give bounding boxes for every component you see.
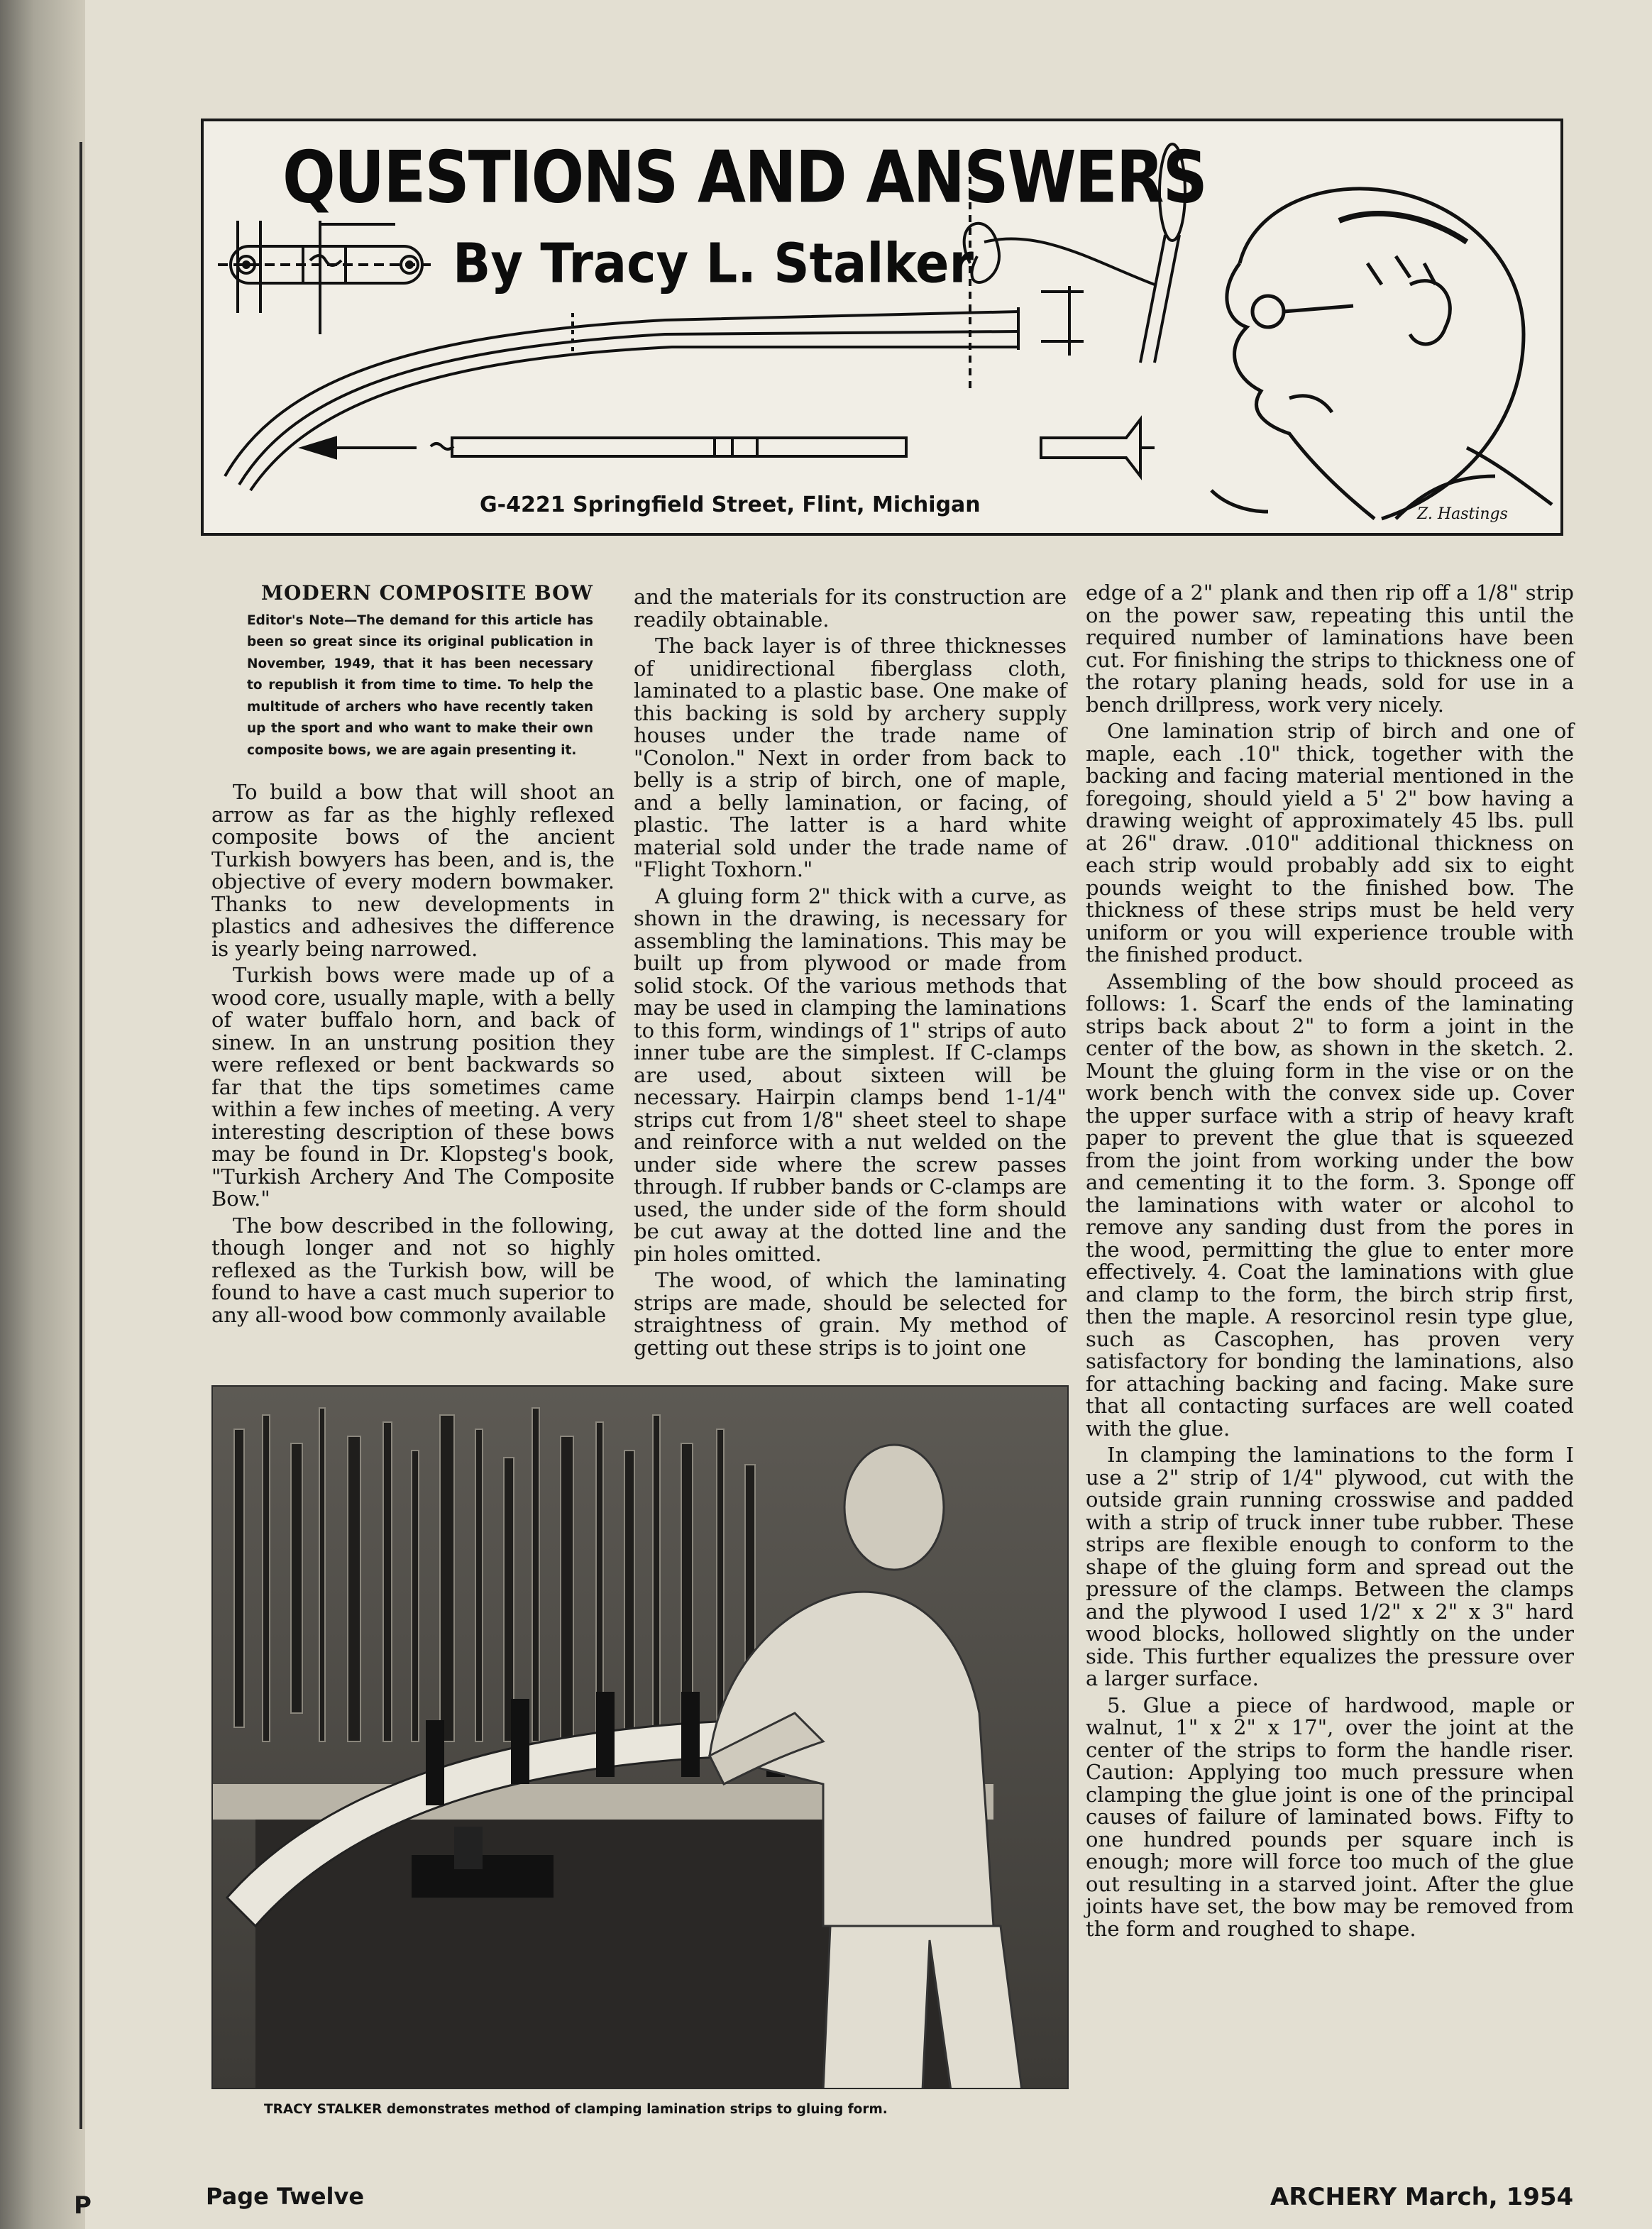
paragraph: The bow described in the following, though longer and not so highly reflexed as the Turkish bow, will be found to have a cast much superior to any all-wood bow commonly available <box>211 1213 615 1327</box>
author-caricature-icon <box>1211 189 1552 519</box>
column-2 <box>634 586 1067 1363</box>
paragraph: One lamination strip of birch and one of maple, each .10" thick, together with the backing and facing material mentioned in the foregoing, should yield a 5' 2" bow having a drawing weight of approximately 45 lbs. pull at 26" draw. .010" additional thickness on each strip would probably add six to eight pounds weight to the finished bow. The thickness of these strips must be held very uniform or you will experience trouble with the finished product. <box>1086 719 1574 967</box>
prior-page-letter: P <box>74 2191 92 2220</box>
photo-illustration <box>213 1387 1069 2089</box>
paragraph: Turkish bows were made up of a wood core, usually maple, with a belly of water buffalo horn, and back of sinew. In an unstrung position they were reflexed or bent backwards so far that the tips sometimes came within a few inches of meeting. A very interesting description of these bows may be found in Dr. Klopsteg's book, "Turkish Archery And The Composite Bow." <box>211 963 615 1211</box>
page-number: Page Twelve <box>206 2183 365 2210</box>
editor-note: Editor's Note—The demand for this article has been so great since its original publication in November, 1949, that it has been necessary to republish it from time to time. To help the multitude of archers who have recently taken up the sport and who want to make their own composite bows, we are again presenting it. <box>247 612 593 758</box>
publication-issue: ARCHERY March, 1954 <box>1270 2183 1574 2211</box>
paragraph: In clamping the laminations to the form I use a 2" strip of 1/4" plywood, cut with the outside grain running crosswise and padded with a strip of truck inner tube rubber. These strips are flexible enough to conform to the shape of the gluing form and spread out the pressure of the clamps. Between the clamps and the plywood I used 1/2" x 2" x 3" hard wood blocks, hollowed slightly on the under side. This further equalizes the pressure over a larger surface. <box>1086 1443 1574 1690</box>
riser-diagram-icon <box>218 221 431 334</box>
paragraph: The wood, of which the laminating strips are made, should be selected for straightness of grain. My method of getting out these strips is to joint one <box>634 1268 1067 1360</box>
photo-caption-text: demonstrates method of clamping lamination strips to gluing form. <box>382 2102 888 2117</box>
arrow-icon <box>303 419 1155 476</box>
photo-caption-name: TRACY STALKER <box>264 2102 382 2117</box>
column-3 <box>1086 582 1574 1944</box>
paragraph: To build a bow that will shoot an arrow as far as the highly reflexed composite bows of the ancient Turkish bowyers has been, and is, the objective of every modern bowmaker. Thanks to new developments in plastics and adhesives the difference is yearly being narrowed. <box>211 780 615 961</box>
prior-page-edge <box>79 142 82 2129</box>
artist-signature: Z. Hastings <box>1417 505 1508 523</box>
paragraph: edge of a 2" plank and then rip off a 1/8" strip on the power saw, repeating this until the required number of laminations have been cut. For finishing the strips to thickness one of the rotary planing heads, sold for use in a bench drillpress, work very nicely. <box>1086 580 1574 717</box>
column-1 <box>211 582 615 1331</box>
paragraph: A gluing form 2" thick with a curve, as shown in the drawing, is necessary for assembling the laminations. This may be built up from plywood or made from solid stock. Of the various methods that may be used in clamping the laminations to this form, windings of 1" strips of auto inner tube are the simplest. If C-clamps are used, about sixteen will be necessary. Hairpin clamps bend 1-1/4" strips cut from 1/8" sheet steel to shape and reinforce with a nut welded on the under side where the screw passes through. If rubber bands or C-clamps are used, the under side of the form should be cut away at the dotted line and the pin holes omitted. <box>634 884 1067 1266</box>
paragraph: and the materials for its construction are readily obtainable. <box>634 585 1067 632</box>
paragraph: The back layer is of three thicknesses of unidirectional fiberglass cloth, laminated to a plastic base. One make of this backing is sold by archery supply houses under the trade name of "Conolon." Next in order from back to belly is a strip of birch, one of maple, and a belly lamination, or facing, of plastic. The latter is a hard white material sold under the trade name of "Flight Toxhorn." <box>634 634 1067 881</box>
page-title: QUESTIONS AND ANSWERS <box>282 135 1206 219</box>
paragraph: 5. Glue a piece of hardwood, maple or walnut, 1" x 2" x 17", over the joint at the center of the strips to form the handle riser. Caution: Applying too much pressure when clamping the glue joint is one of the principal causes of failure of laminated bows. Fifty to one hundred pounds per square inch is enough; more will force too much of the glue out resulting in a starved joint. After the glue joints have set, the bow may be removed from the form and roughed to shape. <box>1086 1693 1574 1941</box>
section-title: MODERN COMPOSITE BOW <box>261 581 593 605</box>
workshop-photo <box>211 1385 1069 2089</box>
author-byline: By Tracy L. Stalker <box>453 231 974 296</box>
photo-caption <box>264 2102 888 2117</box>
author-address: G-4221 Springfield Street, Flint, Michigan <box>480 492 981 517</box>
paragraph: Assembling of the bow should proceed as follows: 1. Scarf the ends of the laminating strips back about 2" to form a joint in the center of the bow, as shown in the sketch. 2. Mount the gluing form in the vise or on the work bench with the convex side up. Cover the upper surface with a strip of heavy kraft paper to prevent the glue that is squeezed from the joint from working under the bow and cementing it to the form. 3. Sponge off the laminations with water or alcohol to remove any sanding dust from the pores in the wood, permitting the glue to enter more effectively. 4. Coat the laminations with glue and clamp to the form, the birch strip first, then the maple. A resorcinol resin type glue, such as Cascophen, has proven very satisfactory for bonding the laminations, also for attaching backing and facing. Make sure that all contacting surfaces are well coated with the glue. <box>1086 969 1574 1441</box>
binding-gutter <box>0 0 85 2229</box>
